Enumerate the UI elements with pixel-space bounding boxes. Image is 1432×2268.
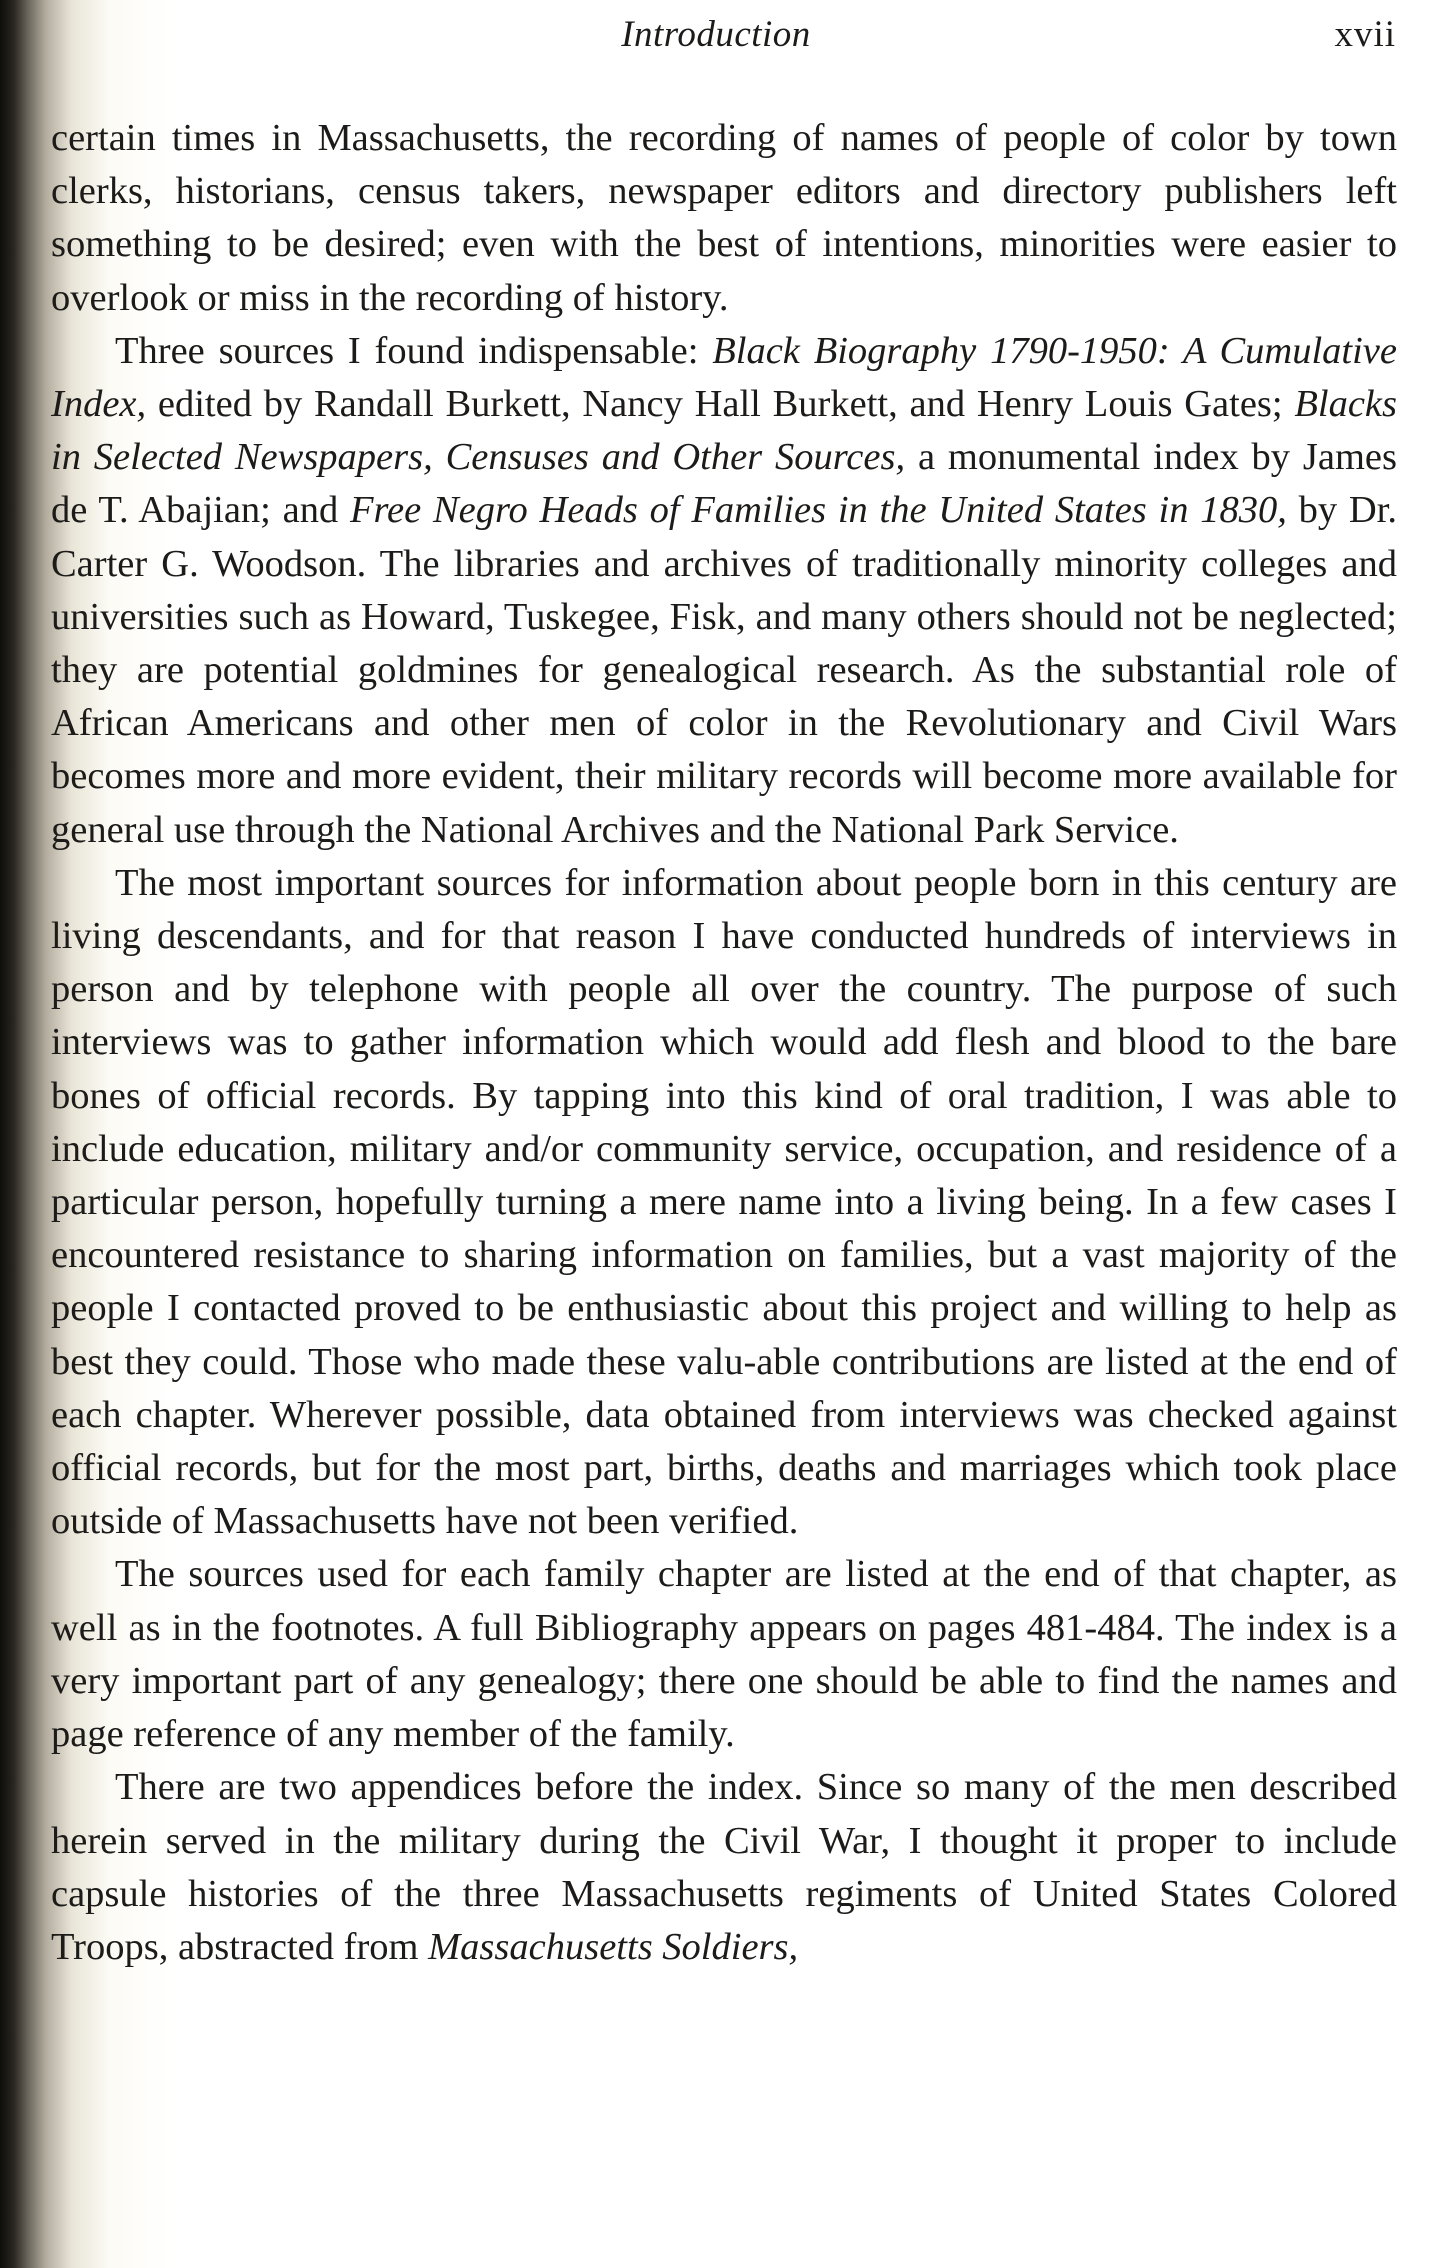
paragraph-text: a monumental index by James de T. Abajian; and — [51, 436, 1397, 532]
paragraph-text: by Dr. Carter G. Woodson. The libraries and archives of traditionally minority colleges and universities such as Howard, Tuskegee, Fisk, and many others should not be neglected; they are potential goldmines for genealogical research. As the substantial role of African Americans and other men of color in the Revolutionary and Civil Wars becomes more and more evident, their military records will become more available for general use through the National Archives and the National Park Service. — [51, 489, 1397, 851]
paragraph-text: The most important sources for information about people born in this century are living descendants, and for that reason I have conducted hundreds of interviews in person and by telephone with people all over the country. The purpose of such interviews was to gather information which would add flesh and blood to the bare bones of official records. By tapping into this kind of oral tradition, I was able to include education, military and/or community service, occupation, and residence of a particular person, hopefully turning a mere name into a living being. In a few cases I encountered resistance to sharing information on families, but a vast majority of the people I contacted proved to be enthusiastic about this project and willing to help as best they could. Those who made these valu-able contributions are listed at the end of each chapter. Wherever possible, data obtained from interviews was checked against official records, but for the most part, births, deaths and marriages which took place outside of Massachusetts have not been verified. — [51, 861, 1397, 1543]
paragraph-bibliography — [51, 1548, 1397, 1761]
running-title: Introduction — [621, 14, 811, 55]
paragraph-text: edited by Randall Burkett, Nancy Hall Burkett, and Henry Louis Gates; — [146, 383, 1295, 426]
paragraph-text: There are two appendices before the index. Since so many of the men described herein served in the military during the Civil War, I thought it proper to include capsule histories of the three Massachusetts regiments of United States Colored Troops, abstracted from — [51, 1766, 1397, 1968]
book-title-massachusetts-soldiers: Massachusetts Soldiers, — [428, 1925, 799, 1968]
paragraph-text: Three sources I found indispensable: — [115, 329, 713, 372]
body-text — [51, 112, 1397, 1974]
book-title-blacks-in-selected-newspapers: Blacks in Selected Newspapers, Censuses and Other Sources, — [51, 383, 1397, 479]
running-head — [0, 10, 1432, 60]
paragraph-sources — [51, 325, 1397, 857]
paragraph-appendices — [51, 1761, 1397, 1974]
page-number: xvii — [1334, 14, 1396, 55]
paragraph-text: The sources used for each family chapter are listed at the end of that chapter, as well as in the footnotes. A full Bibliography appears on pages 481-484. The index is a very important part of any genealogy; there one should be able to find the names and page reference of any member of the family. — [51, 1553, 1397, 1756]
book-title-free-negro-heads: Free Negro Heads of Families in the United States in 1830, — [349, 489, 1287, 532]
paragraph-interviews — [51, 857, 1397, 1549]
paragraph-text: certain times in Massachusetts, the recording of names of people of color by town clerks, historians, census takers, newspaper editors and directory publishers left something to be desired; even with the best of intentions, minorities were easier to overlook or miss in the recording of history. — [51, 117, 1397, 319]
book-title-black-biography: Black Biography 1790-1950: A Cumulative Index, — [51, 329, 1397, 426]
paragraph-continued — [51, 112, 1397, 325]
